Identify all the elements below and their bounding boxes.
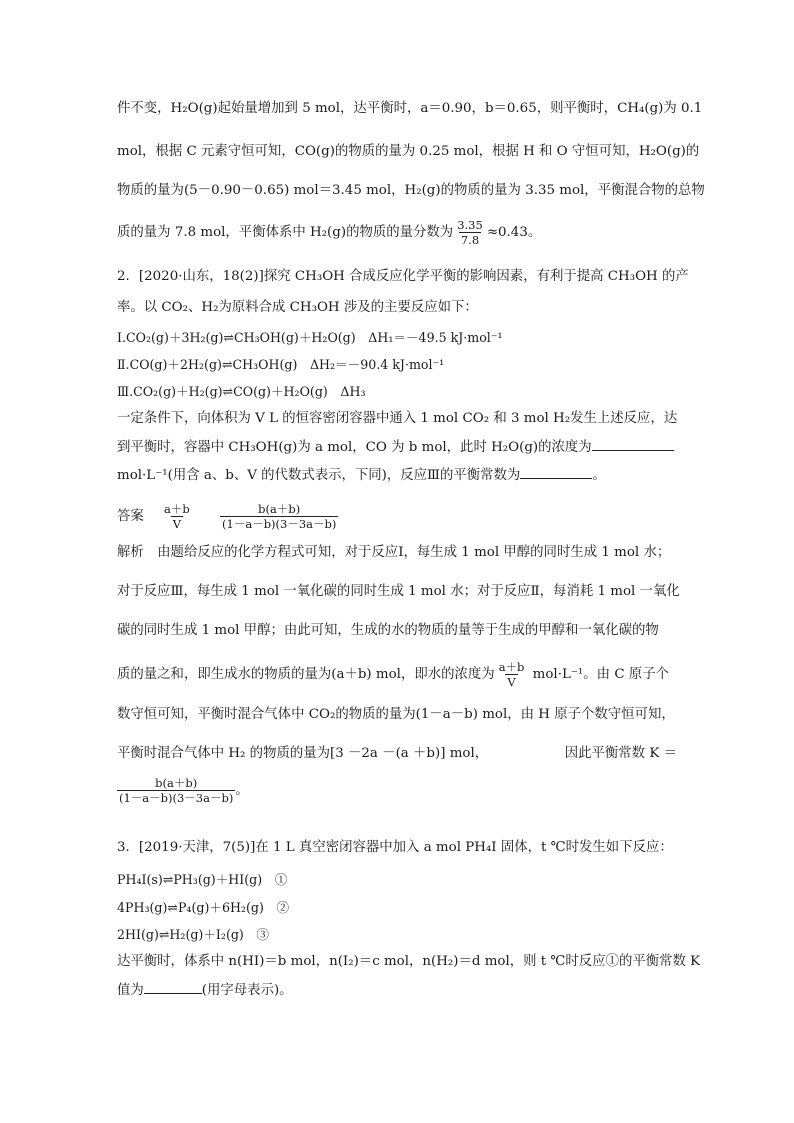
solution2-line4-end: mol·L⁻¹。由 C 原子个 <box>528 667 670 682</box>
solution1-line4 <box>117 218 541 247</box>
fraction-numerator: a＋b <box>164 502 190 516</box>
answer-label: 答案 <box>117 509 144 524</box>
q3-reaction-2: 4PH₃(g)⇌P₄(g)＋6H₂(g) ② <box>117 900 290 915</box>
k-end: 。 <box>235 783 249 798</box>
question3-line6-text: 值为 <box>117 983 144 998</box>
fraction-335-78 <box>455 218 485 247</box>
question2-line1: 2．[2020·山东，18(2)]探究 CH₃OH 合成反应化学平衡的影响因素，有利于提高 CH₃OH 的产 <box>117 269 689 284</box>
question3-line6 <box>117 981 293 1000</box>
question2-line8-text: mol·L⁻¹(用含 a、b、V 的代数式表示，下同)，反应Ⅲ的平衡常数为 <box>117 468 521 483</box>
solution1-line1: 件不变，H₂O(g)起始量增加到 5 mol，达平衡时，a＝0.90，b＝0.65，则平衡时，CH₄(g)为 0.1 <box>117 101 703 116</box>
fraction-numerator: 3.35 <box>457 218 483 232</box>
solution1-line2: mol，根据 C 元素守恒可知，CO(g)的物质的量为 0.25 mol，根据 H 和 O 守恒可知，H₂O(g)的 <box>117 144 700 159</box>
fraction-denominator: V <box>507 675 516 689</box>
fraction-denominator: (1－a－b)(3－3a－b) <box>222 517 337 531</box>
answer-blank-1 <box>592 438 674 451</box>
question3-line5: 达平衡时，体系中 n(HI)＝b mol，n(I₂)＝c mol，n(H₂)＝d mol，则 t ℃时反应①的平衡常数 K <box>117 954 701 969</box>
solution2-line6-justified <box>117 745 677 763</box>
answer2-fraction-2 <box>220 502 338 531</box>
solution1-line4-text: 质的量为 7.8 mol，平衡体系中 H₂(g)的物质的量分数为 <box>117 225 454 240</box>
solution1-line3: 物质的量为(5－0.90－0.65) mol＝3.45 mol，H₂(g)的物质的量为 3.35 mol，平衡混合物的总物 <box>117 183 705 198</box>
question2-line6: 一定条件下，向体积为 V L 的恒容密闭容器中通入 1 mol CO₂ 和 3 mol H₂发生上述反应，达 <box>117 411 678 426</box>
answer-blank-2 <box>520 466 592 479</box>
fraction-denominator: 7.8 <box>460 233 480 247</box>
solution2-line5: 数守恒可知，平衡时混合气体中 CO₂的物质的量为(1－a－b) mol，由 H 原子个数守恒可知， <box>117 707 675 722</box>
fraction-denominator: V <box>172 517 182 531</box>
question3-line1: 3．[2019·天津，7(5)]在 1 L 真空密闭容器中加入 a mol PH₄I 固体，t ℃时发生如下反应： <box>117 840 673 855</box>
water-concentration-fraction <box>497 660 527 689</box>
solution2-line6 <box>117 745 677 763</box>
solution2-line6-k: 因此平衡常数 K ＝ <box>564 746 677 761</box>
question2-line2: 率。以 CO₂、H₂为原料合成 CH₃OH 涉及的主要反应如下： <box>117 300 478 315</box>
solution2-line1: 解析 由题给反应的化学方程式可知，对于反应Ⅰ，每生成 1 mol 甲醇的同时生成 1 mol 水； <box>117 545 671 560</box>
reaction-3: Ⅲ.CO₂(g)＋H₂(g)⇌CO(g)＋H₂O(g) ΔH₃ <box>117 384 366 399</box>
question2-line8 <box>117 466 606 485</box>
question2-line7 <box>117 438 674 457</box>
solution1-result: ≈0.43。 <box>486 225 542 240</box>
q3-reaction-1: PH₄I(s)⇌PH₃(g)＋HI(g) ① <box>117 872 288 887</box>
question3-line6-end: (用字母表示)。 <box>201 983 293 998</box>
equilibrium-constant-k <box>117 776 249 805</box>
k-fraction <box>117 776 235 805</box>
solution2-line4-text: 质的量之和，即生成水的物质的量为(a＋b) mol，即水的浓度为 <box>117 667 495 682</box>
answer-blank-3 <box>144 981 202 994</box>
fraction-numerator: b(a＋b) <box>258 502 301 516</box>
answer2-fraction-1 <box>162 502 192 531</box>
answer2-row <box>117 502 340 531</box>
solution2-line6-text: 平衡时混合气体中 H₂ 的物质的量为[3 －2a －(a ＋b)] mol， <box>117 746 489 761</box>
reaction-1: Ⅰ.CO₂(g)＋3H₂(g)⇌CH₃OH(g)＋H₂O(g) ΔH₁＝－49.5 kJ·mol⁻¹ <box>117 330 503 345</box>
fraction-denominator: (1－a－b)(3－3a－b) <box>119 791 234 805</box>
fraction-numerator: b(a＋b) <box>155 776 198 790</box>
question2-line8-end: 。 <box>592 468 606 483</box>
question2-line7-text: 到平衡时，容器中 CH₃OH(g)为 a mol，CO 为 b mol，此时 H₂O(g)的浓度为 <box>117 440 592 455</box>
solution2-line3: 碳的同时生成 1 mol 甲醇；由此可知，生成的水的物质的量等于生成的甲醇和一氧化碳的物 <box>117 623 659 638</box>
reaction-2: Ⅱ.CO(g)＋2H₂(g)⇌CH₃OH(g) ΔH₂＝－90.4 kJ·mol⁻¹ <box>117 357 445 372</box>
q3-reaction-3: 2HI(g)⇌H₂(g)＋I₂(g) ③ <box>117 927 270 942</box>
solution2-line2: 对于反应Ⅲ，每生成 1 mol 一氧化碳的同时生成 1 mol 水；对于反应Ⅱ，每消耗 1 mol 一氧化 <box>117 584 680 599</box>
solution2-line4 <box>117 660 669 689</box>
fraction-numerator: a＋b <box>498 660 525 674</box>
